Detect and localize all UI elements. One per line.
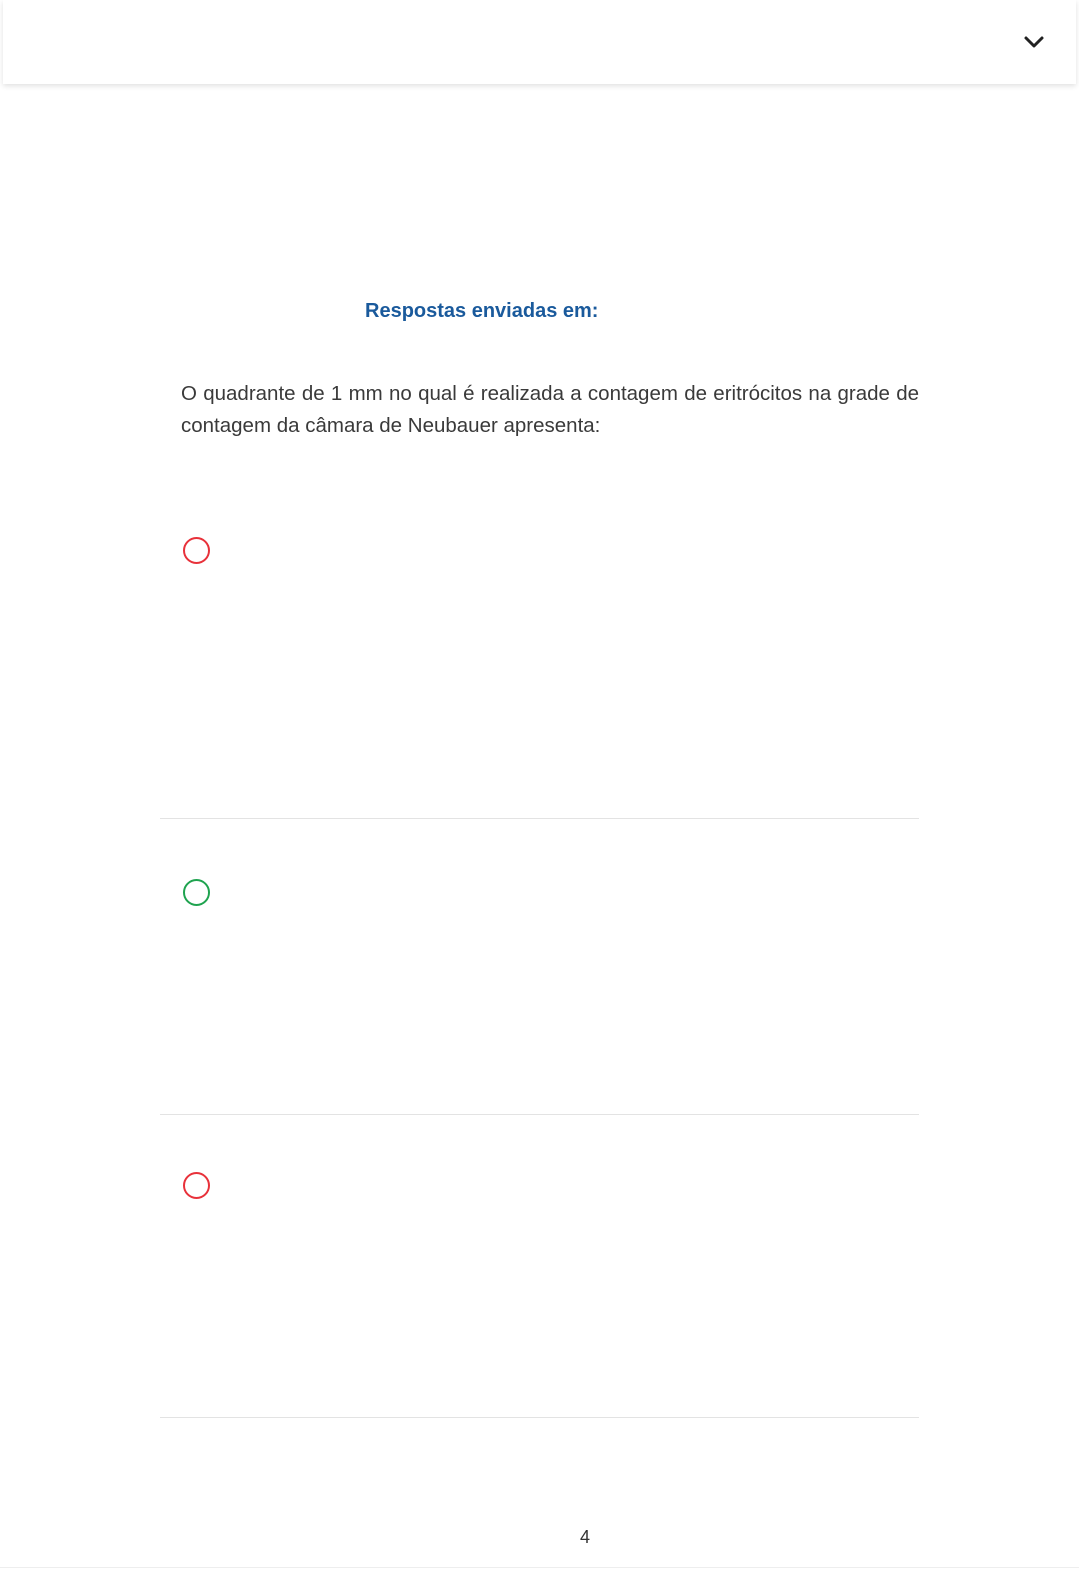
page-bottom-edge bbox=[0, 1567, 1079, 1568]
submission-label: Respostas enviadas em: bbox=[365, 300, 599, 322]
chevron-down-icon[interactable] bbox=[1020, 28, 1048, 56]
answer-option-1 bbox=[160, 500, 919, 818]
correct-radio-icon[interactable] bbox=[183, 879, 210, 906]
answer-option-3 bbox=[160, 1115, 919, 1417]
incorrect-radio-icon[interactable] bbox=[183, 1172, 210, 1199]
page-number: 4 bbox=[579, 1527, 590, 1547]
incorrect-radio-icon[interactable] bbox=[183, 537, 210, 564]
divider bbox=[160, 1417, 919, 1418]
question-text: O quadrante de 1 mm no qual é realizada a contagem de eritrócitos na grade de contagem da câmara de Neubauer apresenta: bbox=[181, 382, 919, 437]
top-bar bbox=[3, 0, 1076, 84]
answer-option-2 bbox=[160, 819, 919, 1114]
